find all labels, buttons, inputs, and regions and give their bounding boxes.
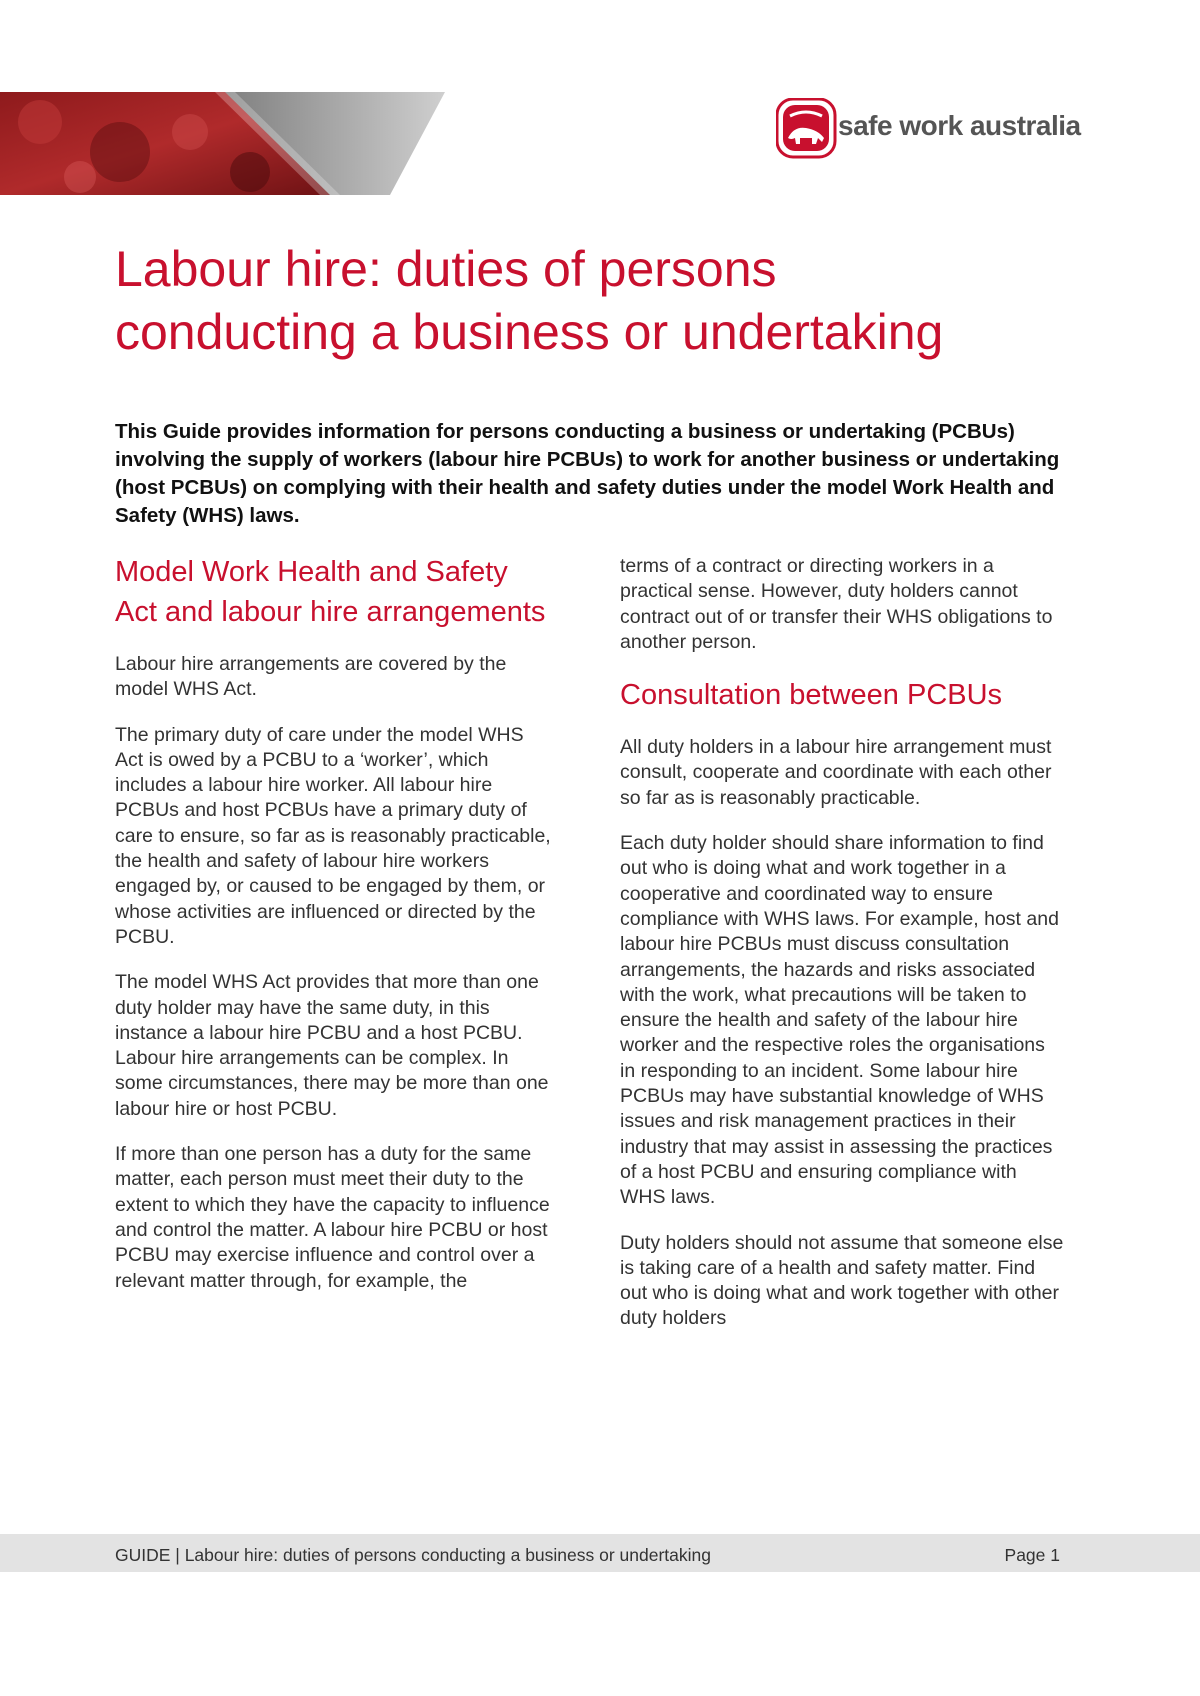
page-title bbox=[115, 238, 1095, 364]
body-paragraph: Each duty holder should share information to find out who is doing what and work together in a cooperative and coordinated way to ensure compliance with WHS laws. For example, host and labour hire PCBUs must discuss consultation arrangements, the hazards and risks associated with the work, what precautions will be taken to ensure the health and safety of the labour hire worker and the respective roles the organisations in responding to an incident. Some labour hire PCBUs may have substantial knowledge of WHS issues and risk management practices in their industry that may assist in assessing the practices of a host PCBU and ensuring compliance with WHS laws. bbox=[620, 832, 1059, 1209]
title-line-1: Labour hire: duties of persons bbox=[115, 241, 777, 297]
body-paragraph: Duty holders should not assume that someone else is taking care of a health and safety matter. Find out who is doing what and work together with other duty holders bbox=[620, 1231, 1064, 1330]
section-heading-model-whs-act: Model Work Health and Safety Act and labour hire arrangements bbox=[115, 556, 546, 628]
left-column bbox=[115, 552, 555, 1314]
body-paragraph: All duty holders in a labour hire arrangement must consult, cooperate and coordinate with each other so far as is reasonably practicable. bbox=[620, 736, 1052, 809]
footer-page-number: Page 1 bbox=[1004, 1545, 1060, 1565]
title-line-2: conducting a business or undertaking bbox=[115, 304, 944, 360]
intro-paragraph: This Guide provides information for persons conducting a business or undertaking (PCBUs) involving the supply of workers (labour hire PCBUs) to work for another business or undertaking (host PCBUs) on complying with their health and safety duties under the model Work Health and Safety (WHS) laws. bbox=[115, 420, 1060, 527]
logo-wordmark: safe work australia bbox=[838, 110, 1081, 141]
header-banner-graphic bbox=[0, 92, 445, 195]
body-paragraph: The model WHS Act provides that more than one duty holder may have the same duty, in this instance a labour hire PCBU and a host PCBU. Labour hire arrangements can be complex. In some circumstances, there may be more than one labour hire or host PCBU. bbox=[115, 971, 549, 1120]
footer-document-title: GUIDE | Labour hire: duties of persons conducting a business or undertaking bbox=[115, 1545, 711, 1565]
body-paragraph: The primary duty of care under the model WHS Act is owed by a PCBU to a ‘worker’, which includes a labour hire worker. All labour hire PCBUs and host PCBUs have a primary duty of care to ensure, so far as is reasonably practicable, the health and safety of labour hire workers engaged by, or caused to be engaged by them, or whose activities are influenced or directed by the PCBU. bbox=[115, 723, 551, 948]
body-paragraph: If more than one person has a duty for the same matter, each person must meet their duty to the extent to which they have the capacity to influence and control the matter. A labour hire PCBU or host PCBU may exercise influence and control over a relevant matter through, for example, the bbox=[115, 1143, 550, 1292]
right-column bbox=[620, 554, 1065, 1352]
continuation-paragraph: terms of a contract or directing workers in a practical sense. However, duty holders cannot contract out of or transfer their WHS obligations to another person. bbox=[620, 555, 1053, 653]
body-paragraph: Labour hire arrangements are covered by the model WHS Act. bbox=[115, 653, 507, 701]
section-heading-consultation: Consultation between PCBUs bbox=[620, 679, 1003, 712]
